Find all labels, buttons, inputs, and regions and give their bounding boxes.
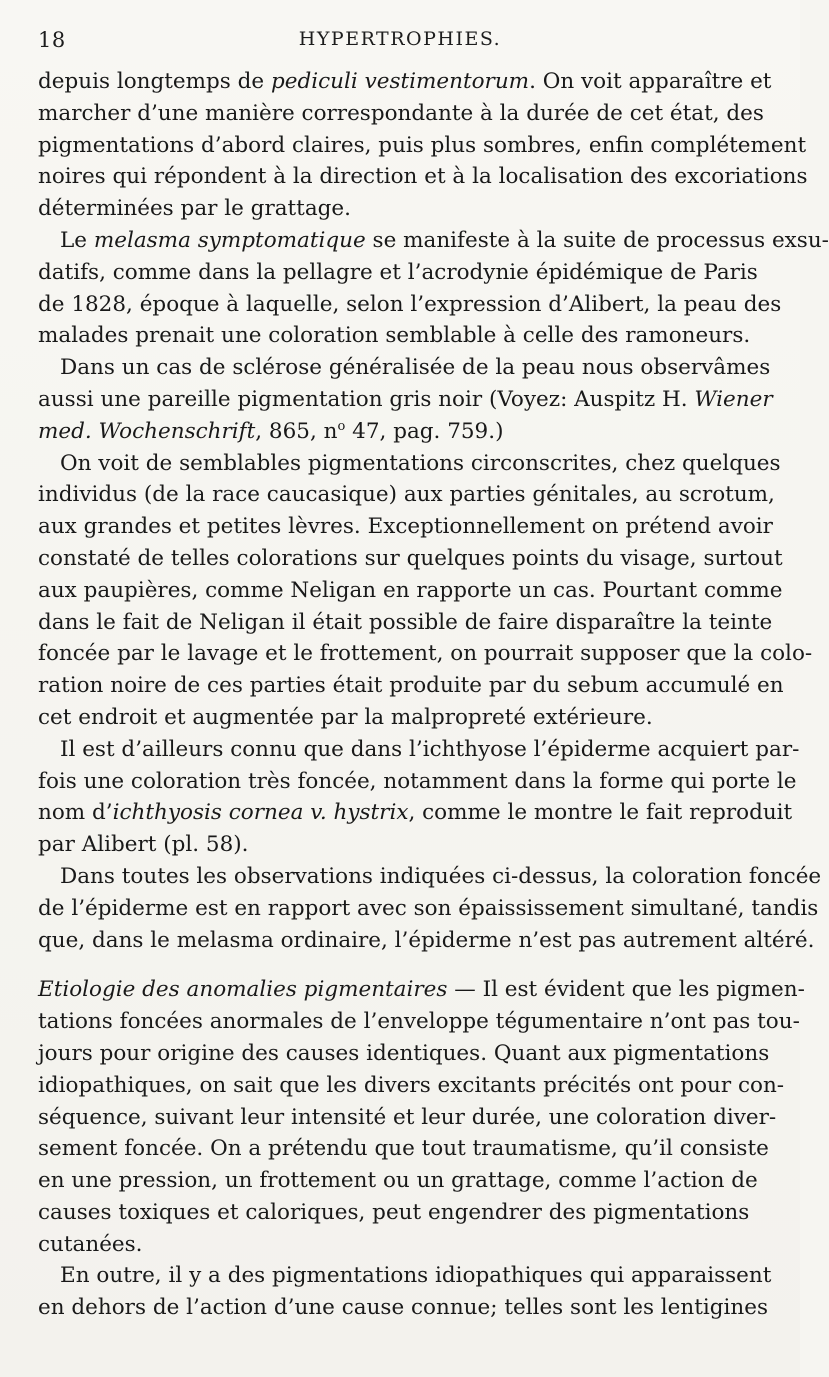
text-line	[38, 289, 782, 321]
italic-text-run: med. Wochenschrift	[38, 418, 256, 444]
body-text	[38, 66, 829, 1324]
text-line	[38, 734, 800, 766]
text-line	[38, 352, 771, 384]
text-run: aussi une pareille pigmentation gris noir (Voyez: Auspitz H.	[38, 386, 695, 412]
text-run: cutanées.	[38, 1231, 143, 1257]
text-line	[38, 829, 762, 861]
text-line	[38, 575, 783, 607]
text-run: 47, pag. 759.)	[345, 418, 504, 444]
text-run: idiopathiques, on sait que les divers excitants précités ont pour con-	[38, 1072, 785, 1098]
text-run: aux paupières, comme Neligan en rapporte un cas. Pourtant comme	[38, 577, 783, 603]
text-run: — Il est évident que les pigmen-	[447, 977, 805, 1003]
page-number: 18	[38, 28, 66, 52]
text-run: Le	[60, 227, 94, 253]
text-line	[38, 1133, 769, 1165]
text-run: marcher d’une manière correspondante à la durée de cet état, des	[38, 100, 764, 126]
text-line	[38, 320, 762, 352]
text-run: foncée par le lavage et le frottement, on pourrait supposer que la colo-	[38, 641, 813, 667]
text-run: , 865, n	[255, 418, 338, 444]
text-line	[38, 1070, 785, 1102]
text-line	[38, 702, 762, 734]
text-line	[38, 974, 805, 1006]
text-line	[38, 384, 773, 416]
text-run: de l’épiderme est en rapport avec son épaississement simultané, tandis	[38, 895, 819, 921]
text-line	[38, 607, 773, 639]
text-line	[38, 893, 819, 925]
text-run: malades prenait une coloration semblable à celle des ramoneurs.	[38, 323, 751, 349]
text-run: causes toxiques et caloriques, peut engendrer des pigmentations	[38, 1199, 750, 1225]
text-run: . On voit apparaître et	[529, 69, 772, 94]
text-line	[38, 161, 808, 193]
text-line	[38, 98, 762, 130]
text-line	[38, 670, 784, 702]
text-run: fois une coloration très foncée, notamment dans la forme qui porte le	[38, 768, 797, 794]
text-run: en dehors de l’action d’une cause connue; telles sont les lentigines	[38, 1295, 769, 1321]
text-run: En outre, il y a des pigmentations idiopathiques qui apparaissent	[60, 1263, 772, 1289]
paragraph-gap	[38, 956, 762, 974]
text-line	[38, 1102, 777, 1134]
text-run: pigmentations d’abord claires, puis plus sombres, enfin complétement	[38, 132, 807, 158]
text-run: Dans un cas de sclérose généralisée de la peau nous observâmes	[60, 355, 771, 381]
text-line	[38, 1260, 772, 1292]
text-line	[38, 257, 762, 289]
text-line	[38, 66, 772, 98]
text-run: Dans toutes les observations indiquées ci-dessus, la coloration foncée	[60, 863, 822, 889]
italic-text-run: Wiener	[694, 386, 773, 412]
text-run: tations foncées anormales de l’enveloppe tégumentaire n’ont pas tou-	[38, 1009, 800, 1035]
text-line	[38, 797, 793, 829]
italic-text-run: Etiologie des anomalies pigmentaires	[38, 977, 448, 1003]
text-run: depuis longtemps de	[38, 69, 271, 94]
text-run: , comme le montre le fait reproduit	[408, 800, 793, 826]
text-run: cet endroit et augmentée par la malpropreté extérieure.	[38, 704, 653, 730]
text-run: se manifeste à la suite de processus exsu-	[365, 227, 829, 253]
text-run: jours pour origine des causes identiques. Quant aux pigmentations	[38, 1040, 770, 1066]
text-run: par Alibert (pl. 58).	[38, 832, 249, 858]
text-run: aux grandes et petites lèvres. Exceptionnellement on prétend avoir	[38, 514, 773, 540]
text-line	[38, 448, 781, 480]
italic-text-run: melasma symptomatique	[93, 227, 366, 253]
italic-text-run: ichthyosis cornea v. hystrix	[112, 800, 409, 826]
text-line	[38, 1006, 800, 1038]
text-line	[38, 130, 807, 162]
text-run: ration noire de ces parties était produite par du sebum accumulé en	[38, 673, 784, 699]
text-line	[38, 511, 773, 543]
text-line	[38, 925, 815, 957]
text-run: déterminées par le grattage.	[38, 196, 351, 222]
text-line	[38, 225, 829, 257]
text-run: Il est d’ailleurs connu que dans l’ichthyose l’épiderme acquiert par-	[60, 736, 800, 762]
running-title: HYPERTROPHIES.	[298, 28, 502, 50]
italic-text-run: pediculi vestimentorum	[270, 69, 530, 94]
text-line	[38, 766, 797, 798]
text-line	[38, 1197, 762, 1229]
text-run: dans le fait de Neligan il était possible de faire disparaître la teinte	[38, 609, 773, 635]
text-line	[38, 479, 775, 511]
text-line	[38, 1165, 762, 1197]
text-run: de 1828, époque à laquelle, selon l’expression d’Alibert, la peau des	[38, 291, 782, 317]
text-line	[38, 1229, 762, 1261]
superscript-text: o	[337, 418, 346, 434]
text-run: nom d’	[38, 800, 113, 826]
text-line	[38, 861, 822, 893]
text-run: noires qui répondent à la direction et à la localisation des excoriations	[38, 164, 808, 190]
text-line	[38, 193, 762, 225]
text-run: séquence, suivant leur intensité et leur durée, une coloration diver-	[38, 1104, 777, 1130]
text-run: en une pression, un frottement ou un grattage, comme l’action de	[38, 1168, 758, 1194]
text-run: individus (de la race caucasique) aux parties génitales, au scrotum,	[38, 482, 775, 508]
text-run: On voit de semblables pigmentations circonscrites, chez quelques	[60, 450, 781, 476]
text-line	[38, 543, 783, 575]
page-header	[38, 28, 762, 60]
text-line	[38, 1038, 770, 1070]
text-line	[38, 1292, 769, 1324]
text-run: datifs, comme dans la pellagre et l’acrodynie épidémique de Paris	[38, 259, 758, 285]
text-line	[38, 638, 813, 670]
text-run: que, dans le melasma ordinaire, l’épiderme n’est pas autrement altéré.	[38, 927, 815, 953]
text-run: constaté de telles colorations sur quelques points du visage, surtout	[38, 545, 783, 571]
text-line	[38, 416, 762, 448]
text-run: sement foncée. On a prétendu que tout traumatisme, qu’il consiste	[38, 1136, 769, 1162]
